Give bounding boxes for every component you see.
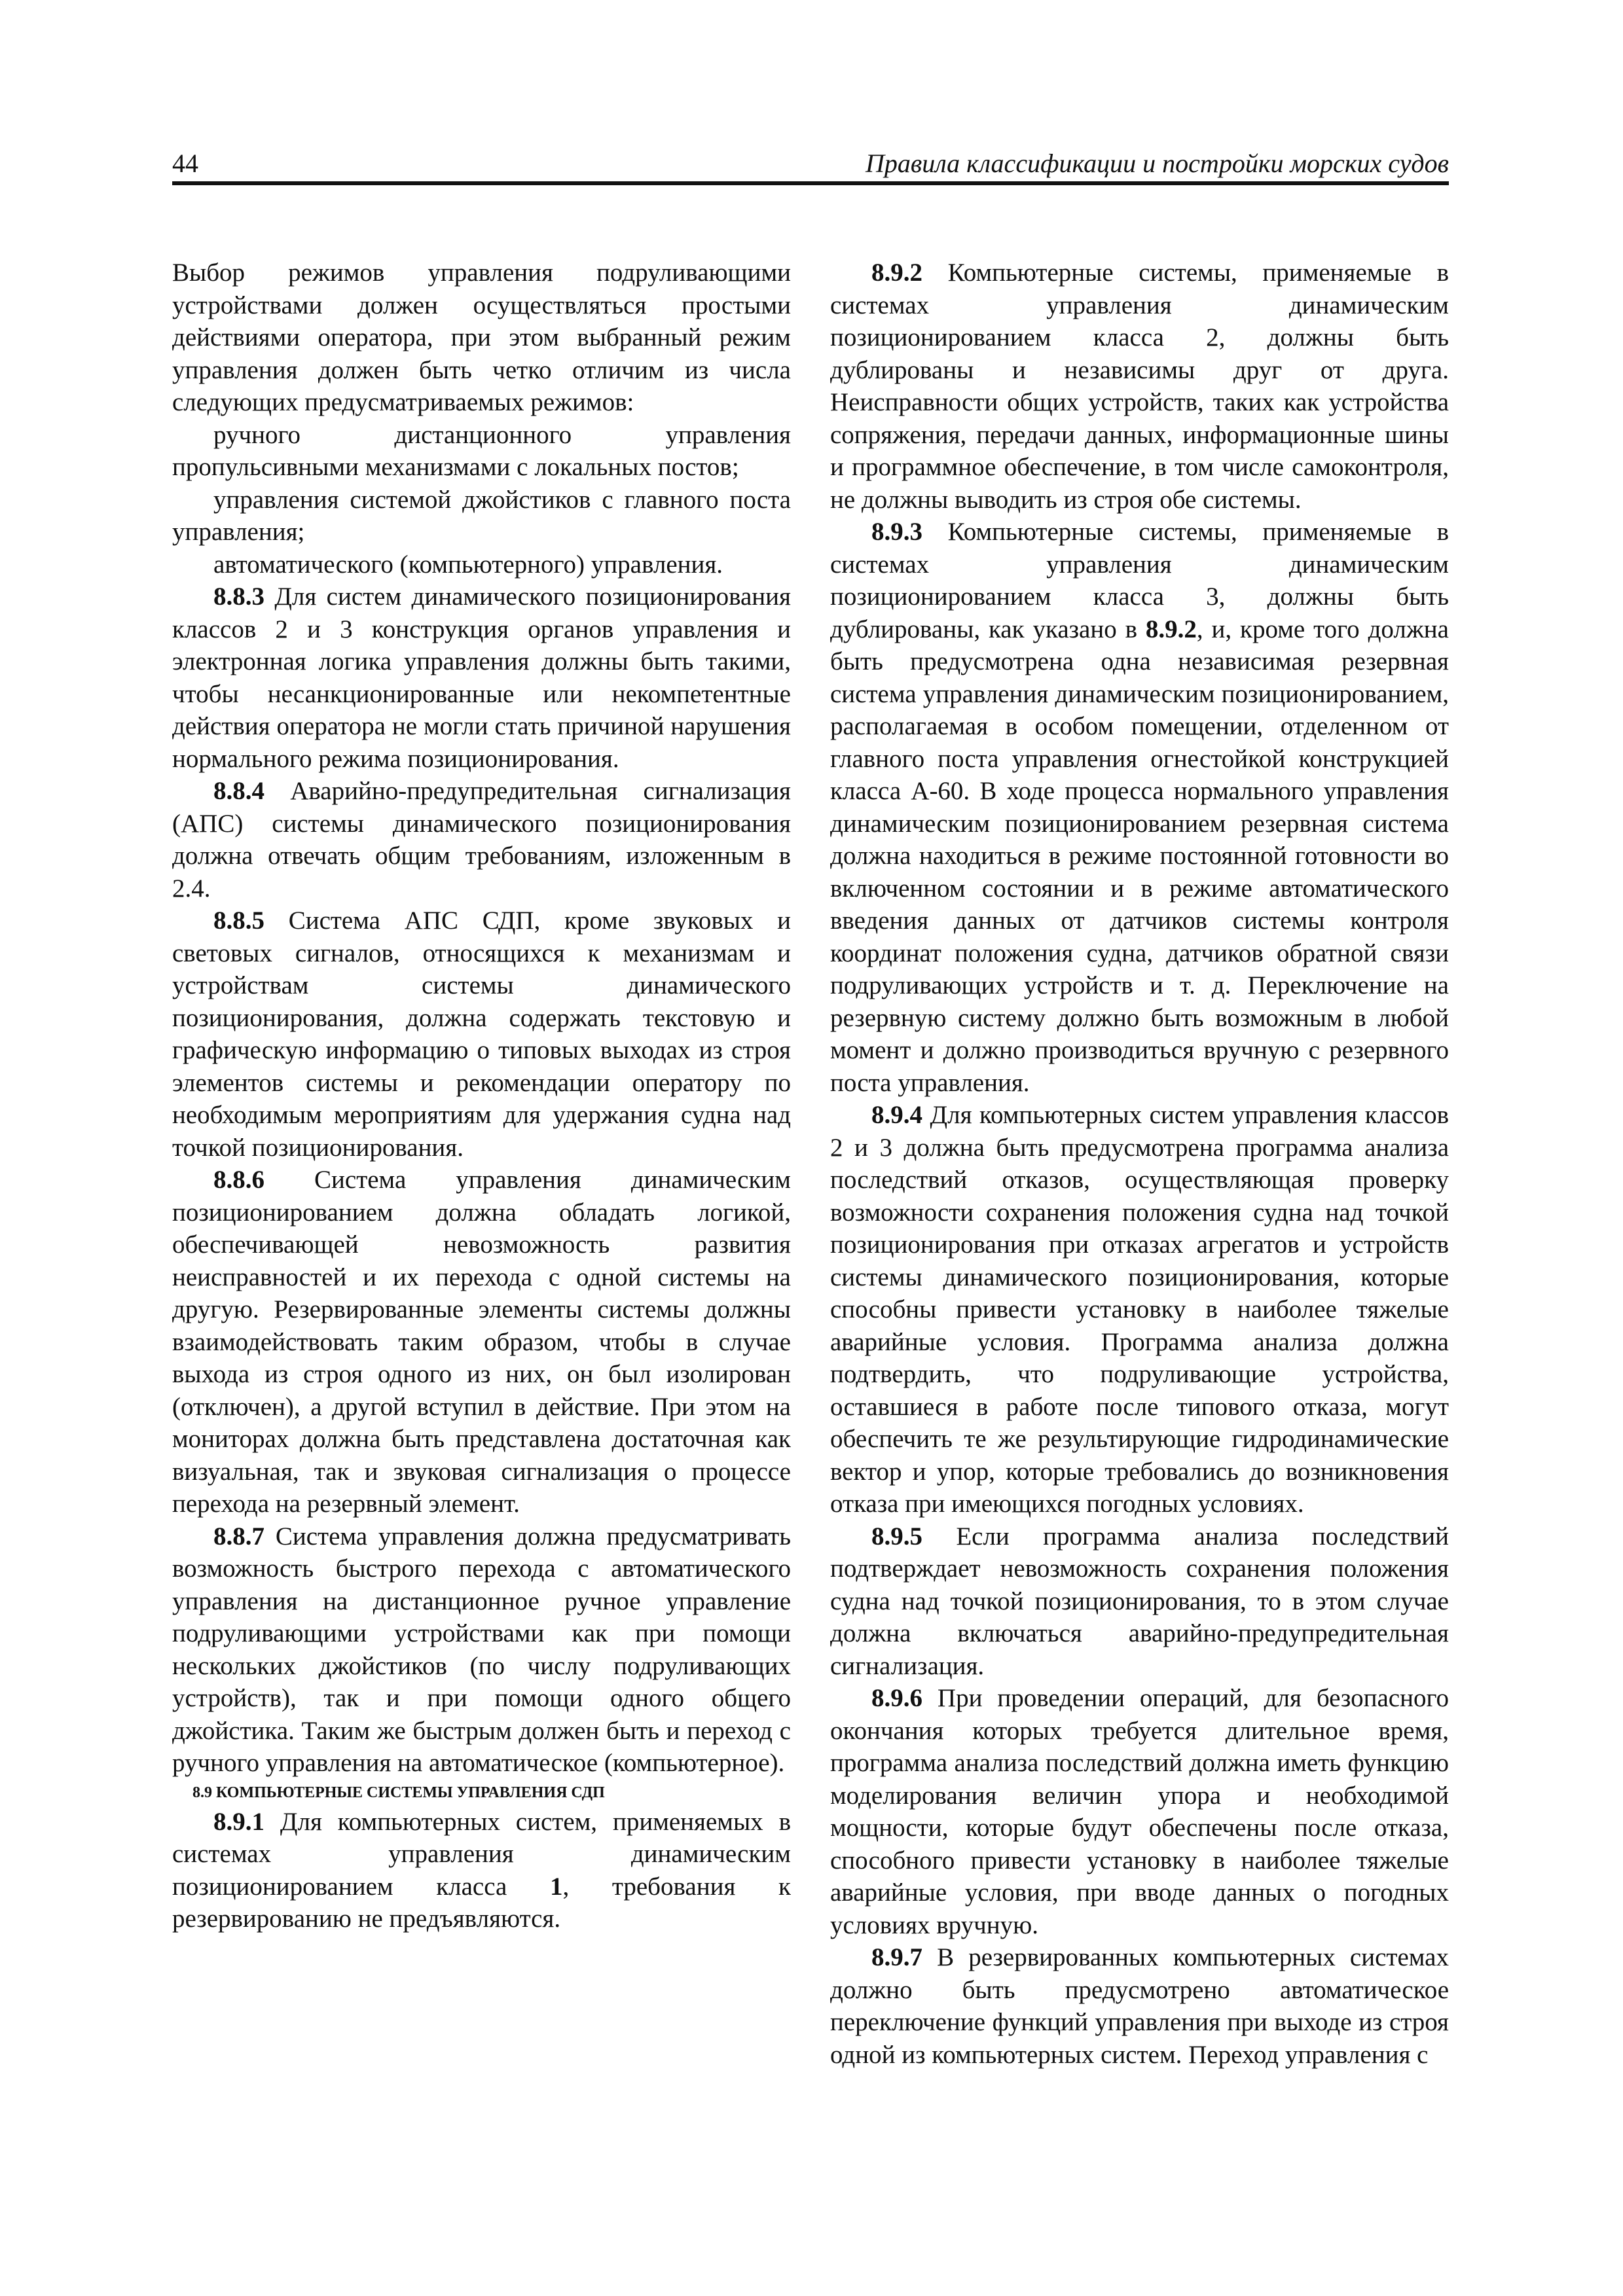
page-number: 44 <box>172 149 198 178</box>
clause-number: 8.9.1 <box>213 1807 264 1836</box>
clause-text: Для компьютерных систем управления классов 2 и 3 должна быть предусмотрена программа анализа последствий отказов, осуществляющая проверку возможности сохранения положения судна над точкой позиционирования при отказах агрегатов и устройств системы динамического позиционирования, которые способны привести установку в наиболее тяжелые аварийные условия. Программа анализа должна подтвердить, что подруливающие устройства, оставшиеся в работе после типового отказа, могут обеспечить те же результирующие гидродинамические вектор и упор, которые требовались до возникновения отказа при имеющихся погодных условиях. <box>830 1101 1449 1518</box>
clause-text: Компьютерные системы, применяемые в системах управления динамическим позиционированием класса 2, должны быть дублированы и независимы друг от друга. Неисправности общих устройств, таких как устройства сопряжения, передачи данных, информационные шины и программное обеспечение, в том числе самоконтроля, не должны выводить из строя обе системы. <box>830 259 1449 514</box>
clause-text: Компьютерные системы, применяемые в системах управления динамическим позиционированием класса 3, должны быть дублированы, как указано в <box>830 518 1449 643</box>
right-column <box>830 257 1449 2071</box>
clause-text: Для компьютерных систем, применяемых в системах управления динамическим позиционированием класса <box>172 1807 791 1901</box>
clause-text: , требования к резервированию не предъявляются. <box>172 1872 791 1933</box>
running-title: Правила классификации и постройки морских судов <box>865 149 1449 178</box>
clause-8-9-4 <box>830 1099 1449 1520</box>
clause-number: 8.8.6 <box>213 1166 264 1194</box>
class-number: 1 <box>549 1872 563 1901</box>
list-item: ручного дистанционного управления пропульсивными механизмами с локальных постов; <box>172 420 791 481</box>
clause-8-8-6 <box>172 1164 791 1520</box>
clause-8-9-3 <box>830 516 1449 1099</box>
clause-text: Для систем динамического позиционирования классов 2 и 3 конструкция органов управления и электронная логика управления должны быть такими, чтобы несанкционированные или некомпетентные действия оператора не могли стать причиной нарушения нормального режима позиционирования. <box>172 583 791 773</box>
clause-text: Система АПС СДП, кроме звуковых и световых сигналов, относящихся к механизмам и устройствам системы динамического позиционирования, должна содержать текстовую и графическую информацию о типовых выходах из строя элементов системы и рекомендации оператору по необходимым мероприятиям для удержания судна над точкой позиционирования. <box>172 906 791 1162</box>
clause-text: Система управления должна предусматривать возможность быстрого перехода с автоматического управления на дистанционное ручное управление подруливающими устройствами как при помощи нескольких джойстиков (по числу подруливающих устройств), так и при помощи одного общего джойстика. Таким же быстрым должен быть и переход с ручного управления на автоматическое (компьютерное). <box>172 1522 791 1777</box>
clause-number: 8.9.7 <box>871 1943 922 1971</box>
clause-number: 8.8.5 <box>213 906 264 935</box>
clause-text: , и, кроме того должна быть предусмотрена одна независимая резервная система управления динамическим позиционированием, располагаемая в особом помещении, отделенном от главного поста управления огнестойкой конструкцией класса А-60. В ходе процесса нормального управления динамическим позиционированием резервная система должна находиться в режиме постоянной готовности во включенном состоянии и в режиме автоматического введения данных от датчиков системы контроля координат положения судна, датчиков обратной связи подруливающих устройств и т. д. Переключение на резервную систему должно быть возможным в любой момент и должно производиться вручную с резервного поста управления. <box>830 615 1449 1097</box>
clause-number: 8.8.4 <box>213 777 264 805</box>
clause-number: 8.9.2 <box>871 259 922 287</box>
clause-8-9-1 <box>172 1806 791 1935</box>
clause-8-8-4 <box>172 775 791 905</box>
clause-8-9-2 <box>830 257 1449 516</box>
clause-text: Если программа анализа последствий подтверждает невозможность сохранения положения судна над точкой позиционирования, то в этом случае должна включаться аварийно-предупредительная сигнализация. <box>830 1522 1449 1680</box>
clause-text: Система управления динамическим позиционированием должна обладать логикой, обеспечивающей невозможность развития неисправностей и их перехода с одной системы на другую. Резервированные элементы системы должны взаимодействовать таким образом, чтобы в случае выхода из строя одного из них, он был изолирован (отключен), а другой вступил в действие. При этом на мониторах должна быть представлена достаточная как визуальная, так и звуковая сигнализация о процессе перехода на резервный элемент. <box>172 1166 791 1518</box>
clause-number: 8.9.5 <box>871 1522 922 1551</box>
clause-8-8-3 <box>172 581 791 775</box>
left-column <box>172 257 791 1935</box>
clause-reference: 8.9.2 <box>1145 615 1197 643</box>
clause-8-8-7 <box>172 1520 791 1780</box>
clause-number: 8.9.3 <box>871 518 922 546</box>
clause-8-9-5 <box>830 1520 1449 1683</box>
clause-number: 8.8.3 <box>213 583 264 611</box>
clause-8-9-7 <box>830 1941 1449 2071</box>
clause-8-9-6 <box>830 1682 1449 1941</box>
clause-text: При проведении операций, для безопасного окончания которых требуется длительное время, программа анализа последствий должна иметь функцию моделирования величин упора и необходимой мощности, которые будут обеспечены после отказа, способного привести установку в наиболее тяжелые аварийные условия, при вводе данных о погодных условиях вручную. <box>830 1684 1449 1939</box>
page-header <box>172 147 1449 180</box>
clause-number: 8.9.4 <box>871 1101 922 1129</box>
header-rule <box>172 181 1449 185</box>
clause-number: 8.9.6 <box>871 1684 922 1712</box>
clause-text: Аварийно-предупредительная сигнализация (АПС) системы динамического позиционирования должна отвечать общим требованиям, изложенным в 2.4. <box>172 777 791 903</box>
clause-8-8-5 <box>172 905 791 1164</box>
list-item: управления системой джойстиков с главного поста управления; <box>172 485 791 546</box>
clause-text: В резервированных компьютерных системах должно быть предусмотрено автоматическое переключение функций управления при выходе из строя одной из компьютерных систем. Переход управления с <box>830 1943 1449 2069</box>
paragraph: Выбор режимов управления подруливающими устройствами должен осуществляться простыми действиями оператора, при этом выбранный режим управления должен быть четко отличим из числа следующих предусматриваемых режимов: <box>172 259 791 416</box>
section-heading: 8.9 КОМПЬЮТЕРНЫЕ СИСТЕМЫ УПРАВЛЕНИЯ СДП <box>192 1784 605 1801</box>
list-item: автоматического (компьютерного) управления. <box>213 550 723 579</box>
clause-number: 8.8.7 <box>213 1522 264 1551</box>
